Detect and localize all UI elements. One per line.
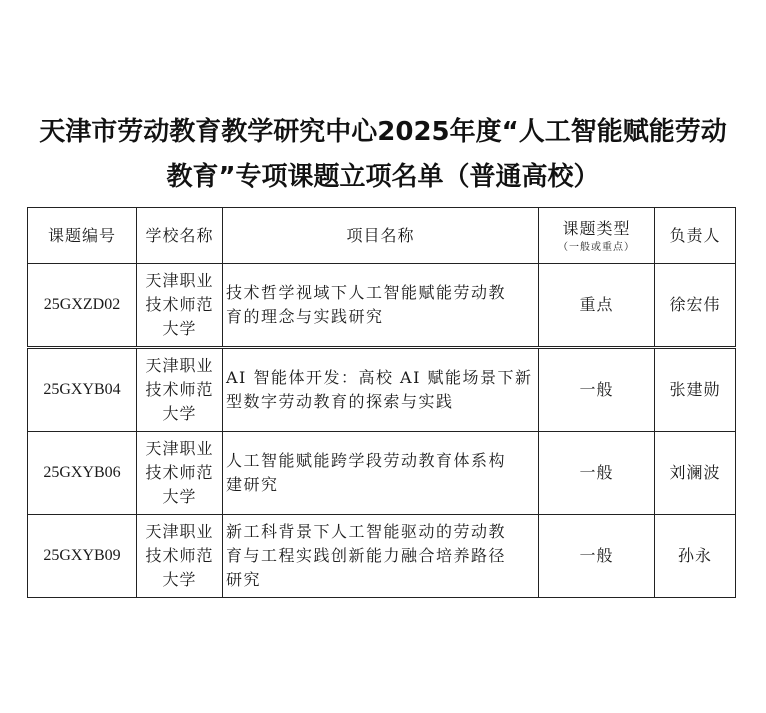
document-title-line-2: 教育”专项课题立项名单（普通高校）	[166, 162, 600, 192]
school-line: 技术师范	[145, 295, 214, 314]
header-school: 学校名称	[137, 208, 223, 264]
document-title-line-1: 天津市劳动教育教学研究中心2025年度“人工智能赋能劳动	[39, 117, 727, 147]
school-line: 技术师范	[145, 463, 214, 482]
project-line: 建研究	[226, 475, 279, 494]
school-line: 天津职业	[145, 356, 214, 375]
cell-project	[223, 432, 539, 515]
project-line: 育的理念与实践研究	[226, 307, 384, 326]
cell-type: 重点	[539, 264, 655, 348]
table-header-row	[28, 208, 736, 264]
header-type-label: 课题类型	[562, 218, 631, 238]
table-row	[28, 348, 736, 432]
cell-owner: 张建勋	[655, 348, 736, 432]
project-line: 技术哲学视域下人工智能赋能劳动教	[226, 283, 507, 302]
cell-owner: 徐宏伟	[655, 264, 736, 348]
cell-type: 一般	[539, 348, 655, 432]
project-line: AI 智能体开发：高校 AI 赋能场景下新	[226, 368, 533, 387]
school-line: 天津职业	[145, 439, 214, 458]
project-line: 型数字劳动教育的探索与实践	[226, 392, 454, 411]
cell-owner: 孙永	[655, 515, 736, 598]
cell-code: 25GXYB06	[28, 432, 137, 515]
header-project: 项目名称	[223, 208, 539, 264]
cell-type: 一般	[539, 515, 655, 598]
school-line: 技术师范	[145, 546, 214, 565]
cell-project	[223, 264, 539, 348]
cell-type: 一般	[539, 432, 655, 515]
school-line: 技术师范	[145, 380, 214, 399]
cell-owner: 刘澜波	[655, 432, 736, 515]
school-line: 天津职业	[145, 522, 214, 541]
header-type	[539, 208, 655, 264]
school-line: 大学	[162, 404, 197, 423]
cell-school	[137, 264, 223, 348]
school-line: 天津职业	[145, 271, 214, 290]
cell-school	[137, 432, 223, 515]
project-list-table	[27, 207, 736, 598]
cell-school	[137, 348, 223, 432]
cell-project	[223, 515, 539, 598]
table-row	[28, 264, 736, 348]
cell-project	[223, 348, 539, 432]
project-line: 新工科背景下人工智能驱动的劳动教	[226, 522, 507, 541]
header-owner: 负责人	[655, 208, 736, 264]
header-type-note: （一般或重点）	[558, 241, 635, 253]
cell-code: 25GXYB04	[28, 348, 137, 432]
table-row	[28, 515, 736, 598]
cell-school	[137, 515, 223, 598]
cell-code: 25GXZD02	[28, 264, 137, 348]
table-row	[28, 432, 736, 515]
cell-code: 25GXYB09	[28, 515, 137, 598]
school-line: 大学	[162, 487, 197, 506]
project-line: 育与工程实践创新能力融合培养路径	[226, 546, 507, 565]
school-line: 大学	[162, 570, 197, 589]
header-code: 课题编号	[28, 208, 137, 264]
school-line: 大学	[162, 319, 197, 338]
project-line: 人工智能赋能跨学段劳动教育体系构	[226, 451, 507, 470]
project-line: 研究	[226, 570, 262, 589]
